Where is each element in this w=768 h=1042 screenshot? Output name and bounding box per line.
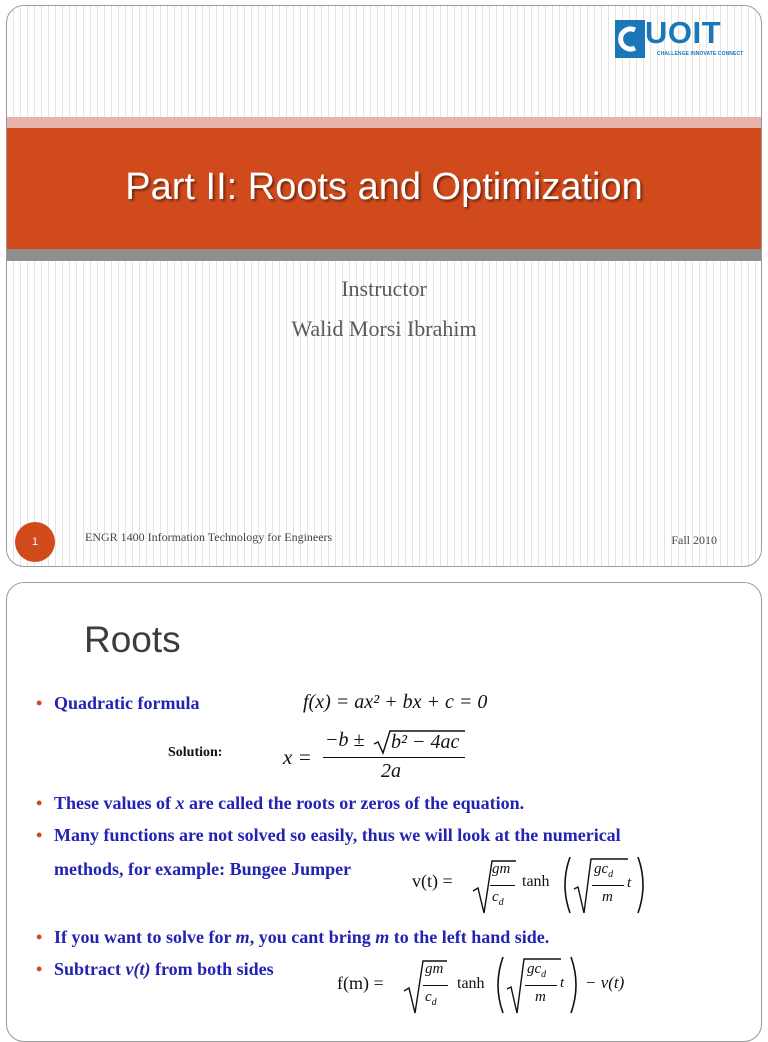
eq-gcd: $gc_d$ xyxy=(594,861,614,880)
fraction-bar xyxy=(592,885,624,886)
slide-title: Part II: Roots and Optimization xyxy=(125,166,643,208)
bullet-subtract xyxy=(54,953,274,986)
equation-quadratic: f(x) = ax² + bx + c = 0 xyxy=(303,691,488,713)
bullet-text: , you cant bring xyxy=(249,927,371,947)
uoit-logo-mark-icon xyxy=(615,20,645,58)
eq-gm: gm xyxy=(492,861,511,877)
eq-minus-v: − v(t) xyxy=(585,973,625,992)
bullet-text: These values of xyxy=(54,793,171,813)
eq-gcd: $gc_d$ xyxy=(527,961,547,980)
bullet-var-v: v(t) xyxy=(125,959,151,979)
instructor-label: Instructor xyxy=(341,276,427,301)
title-slide xyxy=(6,5,762,567)
fraction-bar xyxy=(323,757,465,758)
fraction-bar xyxy=(423,985,448,986)
bullet-text: If you want to solve for xyxy=(54,927,232,947)
eq-cd: $c_d$ xyxy=(492,889,504,908)
bullet-solve-for-m xyxy=(54,921,549,954)
bullet-roots-zeros xyxy=(54,787,524,820)
bullet-numerical-methods: • Many functions are not solved so easily, thus we will look at the numerical xyxy=(54,819,621,852)
page-number: 1 xyxy=(31,536,39,548)
roots-slide xyxy=(6,582,762,1042)
fraction-bar xyxy=(525,985,557,986)
bullet-quadratic: • Quadratic formula xyxy=(54,687,200,720)
bullet-var-m: m xyxy=(375,927,390,947)
bullet-text: Subtract xyxy=(54,959,121,979)
bullet-text: to the left hand side. xyxy=(393,927,550,947)
eq-v-lhs: v(t) = xyxy=(412,871,453,891)
bullet-var-x: x xyxy=(175,793,185,813)
uoit-logo xyxy=(615,15,744,64)
eq-tanh: tanh xyxy=(522,873,550,890)
eq-f-lhs: f(m) = xyxy=(337,973,384,993)
bullet-numerical-methods-cont: methods, for example: Bungee Jumper xyxy=(54,859,352,879)
eq-x-rad: b² − 4ac xyxy=(391,731,460,753)
footer-course: ENGR 1400 Information Technology for Engineers xyxy=(85,530,333,544)
eq-x-lhs: x = xyxy=(283,745,312,769)
instructor-name: Walid Morsi Ibrahim xyxy=(291,316,477,341)
title-band-bottom xyxy=(7,249,761,261)
equation-quadratic-solution xyxy=(283,729,473,785)
fraction-bar xyxy=(490,885,515,886)
slide-title: Roots xyxy=(84,619,181,660)
bullet-var-m: m xyxy=(235,927,250,947)
eq-x-den: 2a xyxy=(381,760,401,782)
bullet-text: are called the roots or zeros of the equation. xyxy=(189,793,525,813)
bullet-text: from both sides xyxy=(154,959,274,979)
equation-bungee-velocity xyxy=(412,853,652,917)
page-number-badge xyxy=(15,522,55,562)
eq-x-num: −b ± xyxy=(325,729,365,751)
equation-f-of-m xyxy=(337,953,647,1017)
eq-m: m xyxy=(602,889,613,905)
title-band-top xyxy=(7,117,761,128)
logo-tagline: CHALLENGE INNOVATE CONNECT xyxy=(657,51,744,57)
solution-label: Solution: xyxy=(168,745,223,760)
eq-tanh: tanh xyxy=(457,975,485,992)
eq-m: m xyxy=(535,989,546,1005)
eq-t: t xyxy=(627,875,632,891)
eq-gm: gm xyxy=(425,961,444,977)
eq-t: t xyxy=(560,975,565,991)
eq-cd: $c_d$ xyxy=(425,989,437,1008)
footer-term: Fall 2010 xyxy=(671,533,717,547)
logo-text: UOIT xyxy=(645,15,722,50)
